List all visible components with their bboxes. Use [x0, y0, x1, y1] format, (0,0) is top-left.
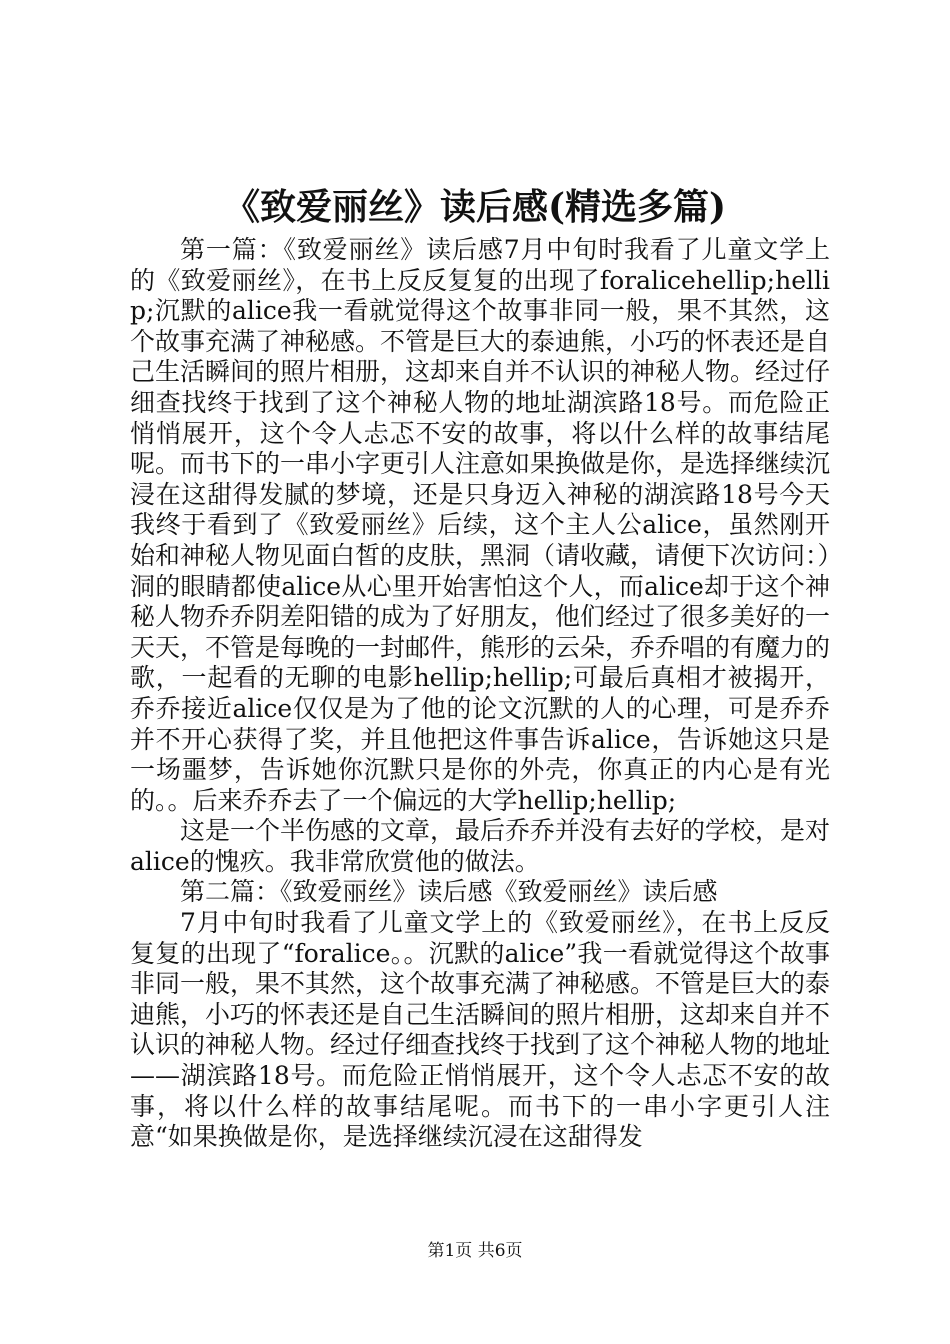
document-title: 《致爱丽丝》读后感(精选多篇)	[223, 186, 727, 228]
page-footer: 第1页 共6页	[427, 1241, 523, 1261]
paragraph-4: 7月中旬时我看了儿童文学上的《致爱丽丝》，在书上反反复复的出现了“foralice。。沉默的alice”我一看就觉得这个故事非同一般，果不其然，这个故事充满了神秘感。不管是巨大的泰迪熊，小巧的怀表还是自己生活瞬间的照片相册，这却来自并不认识的神秘人物。经过仔细查找终于找到了这个神秘人物的地址——湖滨路18号。而危险正悄悄展开，这个令人忐忑不安的故事，将以什么样的故事结尾呢。而书下的一串小字更引人注意“如果换做是你，是选择继续沉浸在这甜得发	[130, 908, 831, 1152]
paragraph-1: 第一篇：《致爱丽丝》读后感7月中旬时我看了儿童文学上的《致爱丽丝》，在书上反反复复的出现了foralicehellip;hellip;沉默的alice我一看就觉得这个故事非同一般，果不其然，这个故事充满了神秘感。不管是巨大的泰迪熊，小巧的怀表还是自己生活瞬间的照片相册，这却来自并不认识的神秘人物。经过仔细查找终于找到了这个神秘人物的地址湖滨路18号。而危险正悄悄展开，这个令人忐忑不安的故事，将以什么样的故事结尾呢。而书下的一串小字更引人注意如果换做是你，是选择继续沉浸在这甜得发腻的梦境，还是只身迈入神秘的湖滨路18号今天我终于看到了《致爱丽丝》后续，这个主人公alice，虽然刚开始和神秘人物见面白皙的皮肤，黑洞（请收藏，请便下次访问：）洞的眼睛都使alice从心里开始害怕这个人，而alice却于这个神秘人物乔乔阴差阳错的成为了好朋友，他们经过了很多美好的一天天，不管是每晚的一封邮件，熊形的云朵，乔乔唱的有魔力的歌，一起看的无聊的电影hellip;hellip;可最后真相才被揭开，乔乔接近alice仅仅是为了他的论文沉默的人的心理，可是乔乔并不开心获得了奖，并且他把这件事告诉alice，告诉她这只是一场噩梦，告诉她你沉默只是你的外壳，你真正的内心是有光的。。后来乔乔去了一个偏远的大学hellip;hellip;	[130, 235, 831, 815]
paragraph-2: 这是一个半伤感的文章，最后乔乔并没有去好的学校，是对alice的愧疚。我非常欣赏他的做法。	[130, 816, 831, 876]
document-body	[130, 235, 830, 1153]
paragraph-3: 第二篇：《致爱丽丝》读后感《致爱丽丝》读后感	[180, 877, 718, 907]
